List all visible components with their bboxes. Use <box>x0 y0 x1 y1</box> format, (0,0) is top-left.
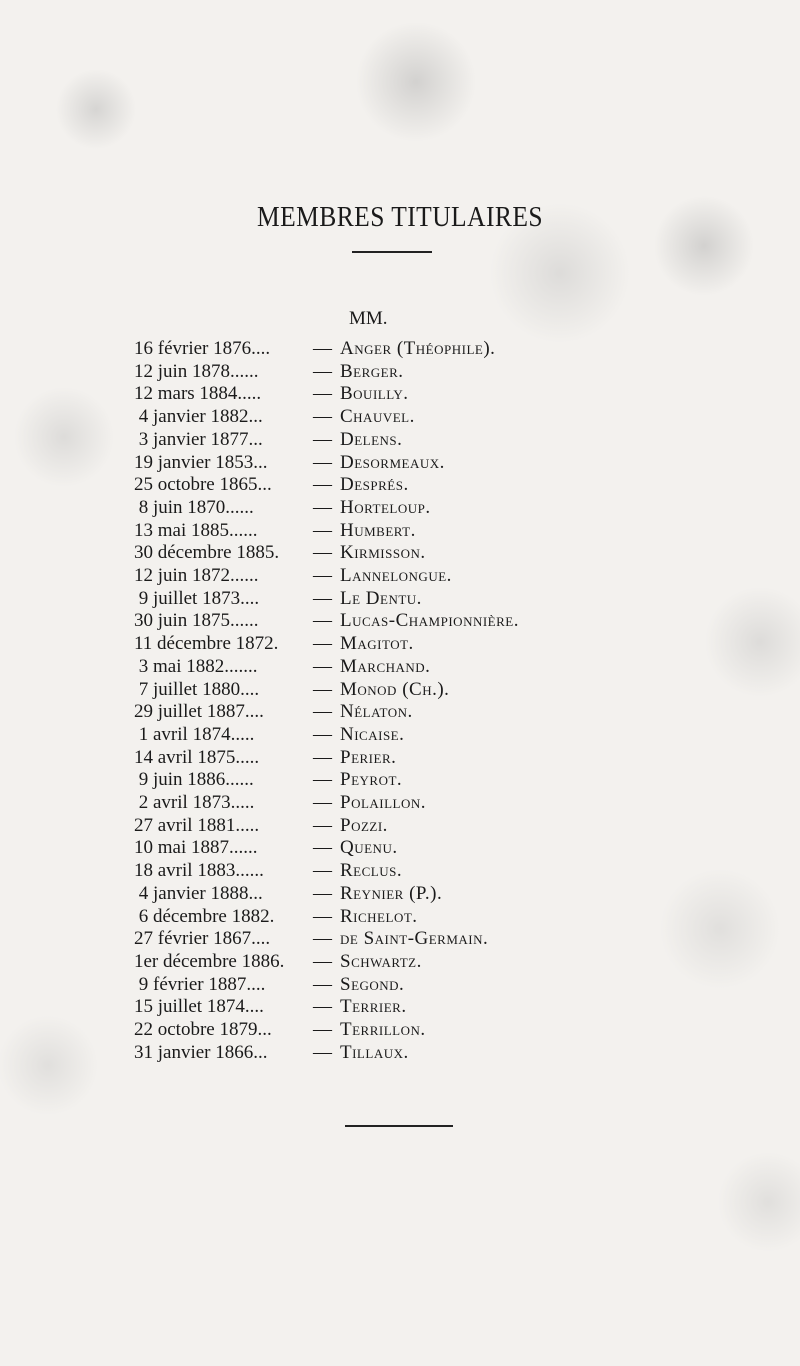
member-name: Pozzi. <box>340 814 388 836</box>
member-name: Lannelongue. <box>340 565 452 586</box>
dash: — <box>313 474 332 496</box>
member-date: 14 avril 1875..... <box>134 746 260 768</box>
list-item <box>0 973 800 996</box>
list-item <box>0 950 800 973</box>
dash: — <box>313 905 332 927</box>
list-item <box>0 541 800 564</box>
member-name: Magitot. <box>340 633 414 655</box>
dash: — <box>313 428 332 450</box>
member-name: Polaillon. <box>340 792 427 813</box>
member-name: Perier. <box>340 746 397 768</box>
list-item <box>0 632 800 655</box>
list-item <box>0 1018 800 1041</box>
member-name: Segond. <box>340 973 405 995</box>
member-date: 15 juillet 1874.... <box>134 996 264 1018</box>
dash: — <box>313 950 332 972</box>
page-title: MEMBRES TITULAIRES <box>256 201 544 234</box>
dash: — <box>313 837 332 859</box>
member-name: Nélaton. <box>340 701 413 723</box>
member-date: 1 avril 1874..... <box>134 723 255 745</box>
salutation: MM. <box>349 308 388 329</box>
dash: — <box>313 610 332 632</box>
member-date: 29 juillet 1887.... <box>134 701 264 723</box>
list-item <box>0 519 800 542</box>
dash: — <box>313 769 332 791</box>
member-name: Delens. <box>340 428 403 450</box>
member-name: Quenu. <box>340 837 398 859</box>
list-item <box>0 473 800 496</box>
member-date: 2 avril 1873..... <box>134 792 255 813</box>
bottom-rule <box>345 1125 453 1127</box>
list-item <box>0 678 800 701</box>
list-item <box>0 496 800 519</box>
dash: — <box>313 383 332 405</box>
member-date: 30 juin 1875...... <box>134 610 259 632</box>
dash: — <box>313 746 332 768</box>
member-name: Humbert. <box>340 519 416 541</box>
member-name: Marchand. <box>340 655 431 677</box>
dash: — <box>313 451 332 473</box>
dash: — <box>313 814 332 836</box>
title-rule <box>352 251 432 253</box>
dash: — <box>313 973 332 995</box>
member-date: 25 octobre 1865... <box>134 474 272 496</box>
member-name: Nicaise. <box>340 723 405 745</box>
dash: — <box>313 1041 332 1063</box>
member-date: 3 mai 1882....... <box>134 655 258 677</box>
member-date: 1er décembre 1886. <box>134 950 285 972</box>
dash: — <box>313 633 332 655</box>
member-date: 9 février 1887.... <box>134 973 266 995</box>
member-name: Després. <box>340 474 409 496</box>
member-name: Reynier (P.). <box>340 882 443 904</box>
dash: — <box>313 882 332 904</box>
member-date: 13 mai 1885...... <box>134 519 258 541</box>
member-name: Peyrot. <box>340 769 403 791</box>
member-date: 3 janvier 1877... <box>134 428 263 450</box>
member-date: 22 octobre 1879... <box>134 1019 272 1040</box>
dash: — <box>313 655 332 677</box>
member-name: Terrillon. <box>340 1019 426 1040</box>
dash: — <box>313 360 332 382</box>
member-date: 30 décembre 1885. <box>134 542 280 564</box>
dash: — <box>313 701 332 723</box>
dash: — <box>313 996 332 1018</box>
list-item <box>0 791 800 814</box>
list-item <box>0 405 800 428</box>
dash: — <box>313 542 332 564</box>
list-item <box>0 360 800 383</box>
member-date: 11 décembre 1872. <box>134 633 279 655</box>
dash: — <box>313 496 332 518</box>
member-name: Kirmisson. <box>340 542 426 564</box>
member-name: Schwartz. <box>340 950 422 972</box>
list-item <box>0 700 800 723</box>
member-name: Horteloup. <box>340 496 431 518</box>
dash: — <box>313 587 332 609</box>
list-item <box>0 746 800 769</box>
list-item <box>0 768 800 791</box>
list-item <box>0 859 800 882</box>
member-date: 31 janvier 1866... <box>134 1041 268 1063</box>
list-item <box>0 995 800 1018</box>
list-item <box>0 723 800 746</box>
member-name: Monod (Ch.). <box>340 678 450 700</box>
member-date: 6 décembre 1882. <box>134 905 275 927</box>
dash: — <box>313 565 332 586</box>
member-name: Tillaux. <box>340 1041 409 1063</box>
dash: — <box>313 678 332 700</box>
member-date: 12 juin 1878...... <box>134 360 259 382</box>
list-item <box>0 836 800 859</box>
member-name: Berger. <box>340 360 404 382</box>
member-date: 7 juillet 1880.... <box>134 678 260 700</box>
member-name: de Saint-Germain. <box>340 928 489 950</box>
member-date: 8 juin 1870...... <box>134 496 254 518</box>
dash: — <box>313 928 332 950</box>
list-item <box>0 587 800 610</box>
member-date: 27 février 1867.... <box>134 928 271 950</box>
member-date: 27 avril 1881..... <box>134 814 260 836</box>
list-item <box>0 1041 800 1064</box>
member-name: Reclus. <box>340 860 403 882</box>
dash: — <box>313 338 332 359</box>
list-item <box>0 382 800 405</box>
dash: — <box>313 519 332 541</box>
list-item <box>0 564 800 587</box>
list-item <box>0 905 800 928</box>
member-name: Richelot. <box>340 905 418 927</box>
dash: — <box>313 860 332 882</box>
member-date: 12 mars 1884..... <box>134 383 262 405</box>
member-date: 12 juin 1872...... <box>134 565 259 586</box>
dash: — <box>313 792 332 813</box>
member-date: 9 juillet 1873.... <box>134 587 260 609</box>
list-item <box>0 927 800 950</box>
list-item <box>0 655 800 678</box>
member-name: Chauvel. <box>340 406 415 428</box>
dash: — <box>313 406 332 428</box>
member-date: 19 janvier 1853... <box>134 451 268 473</box>
member-name: Lucas-Championnière. <box>340 610 519 632</box>
member-date: 4 janvier 1888... <box>134 882 263 904</box>
list-item <box>0 814 800 837</box>
member-date: 4 janvier 1882... <box>134 406 263 428</box>
member-date: 10 mai 1887...... <box>134 837 258 859</box>
list-item <box>0 428 800 451</box>
member-date: 16 février 1876.... <box>134 338 271 359</box>
dash: — <box>313 1019 332 1040</box>
list-item <box>0 337 800 360</box>
list-item <box>0 882 800 905</box>
member-name: Bouilly. <box>340 383 409 405</box>
member-date: 9 juin 1886...... <box>134 769 254 791</box>
list-item <box>0 609 800 632</box>
list-item <box>0 451 800 474</box>
dash: — <box>313 723 332 745</box>
member-name: Terrier. <box>340 996 407 1018</box>
member-name: Desormeaux. <box>340 451 445 473</box>
member-name: Le Dentu. <box>340 587 422 609</box>
member-name: Anger (Théophile). <box>340 338 496 359</box>
member-date: 18 avril 1883...... <box>134 860 264 882</box>
